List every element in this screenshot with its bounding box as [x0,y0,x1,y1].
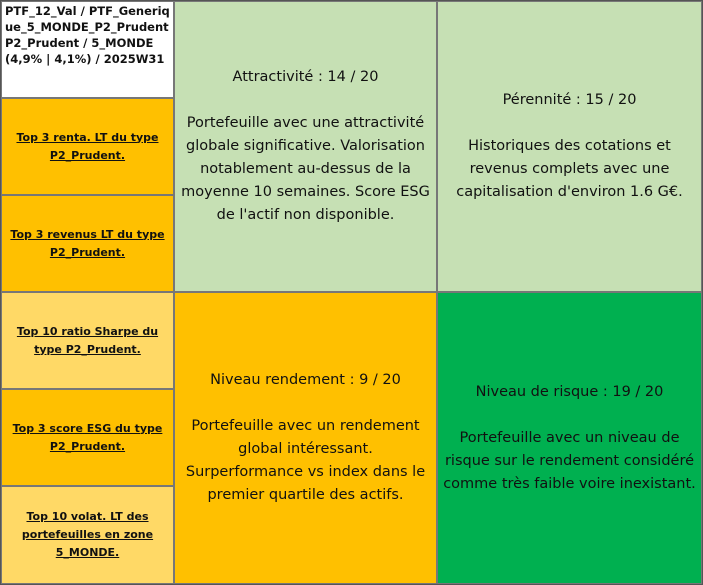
card-risque-title: Niveau de risque : 19 / 20 [475,383,664,400]
card-rendement [174,292,437,584]
side-item-label: Top 3 score ESG du type P2_Prudent. [12,421,163,453]
card-attractivite [174,1,437,292]
card-attractivite-body: Portefeuille avec une attractivité globale significative. Valorisation notablement au-dessus de la moyenne 10 semaines. Score ESG de l'actif non disponible. [181,115,430,223]
portfolio-header [1,1,174,98]
side-item-top3-esg[interactable] [1,389,174,486]
card-perennite-body: Historiques des cotations et revenus complets avec une capitalisation d'environ 1.6 G€. [456,138,683,200]
side-item-top10-sharpe[interactable] [1,292,174,389]
card-risque [437,292,702,584]
side-item-label: Top 10 ratio Sharpe du type P2_Prudent. [16,324,159,356]
side-item-top3-renta[interactable] [1,98,174,195]
card-risque-body: Portefeuille avec un niveau de risque sur le rendement considéré comme très faible voire inexistant. [443,429,696,492]
side-item-label: Top 3 renta. LT du type P2_Prudent. [16,130,159,162]
card-rendement-title: Niveau rendement : 9 / 20 [210,372,401,388]
card-perennite-title: Pérennité : 15 / 20 [502,92,637,108]
card-attractivite-title: Attractivité : 14 / 20 [232,69,379,85]
side-item-label: Top 3 revenus LT du type P2_Prudent. [10,227,165,259]
side-item-label: Top 10 volat. LT des portefeuilles en zone 5_MONDE. [21,510,154,559]
side-item-top10-volat[interactable] [1,486,174,584]
portfolio-header-text: PTF_12_Val / PTF_Generique_5_MONDE_P2_Prudent P2_Prudent / 5_MONDE (4,9% | 4,1%) / 2025W31 [5,4,170,66]
card-perennite [437,1,702,292]
side-item-top3-revenus[interactable] [1,195,174,292]
card-rendement-body: Portefeuille avec un rendement global intéressant. Surperformance vs index dans le premier quartile des actifs. [185,418,426,503]
